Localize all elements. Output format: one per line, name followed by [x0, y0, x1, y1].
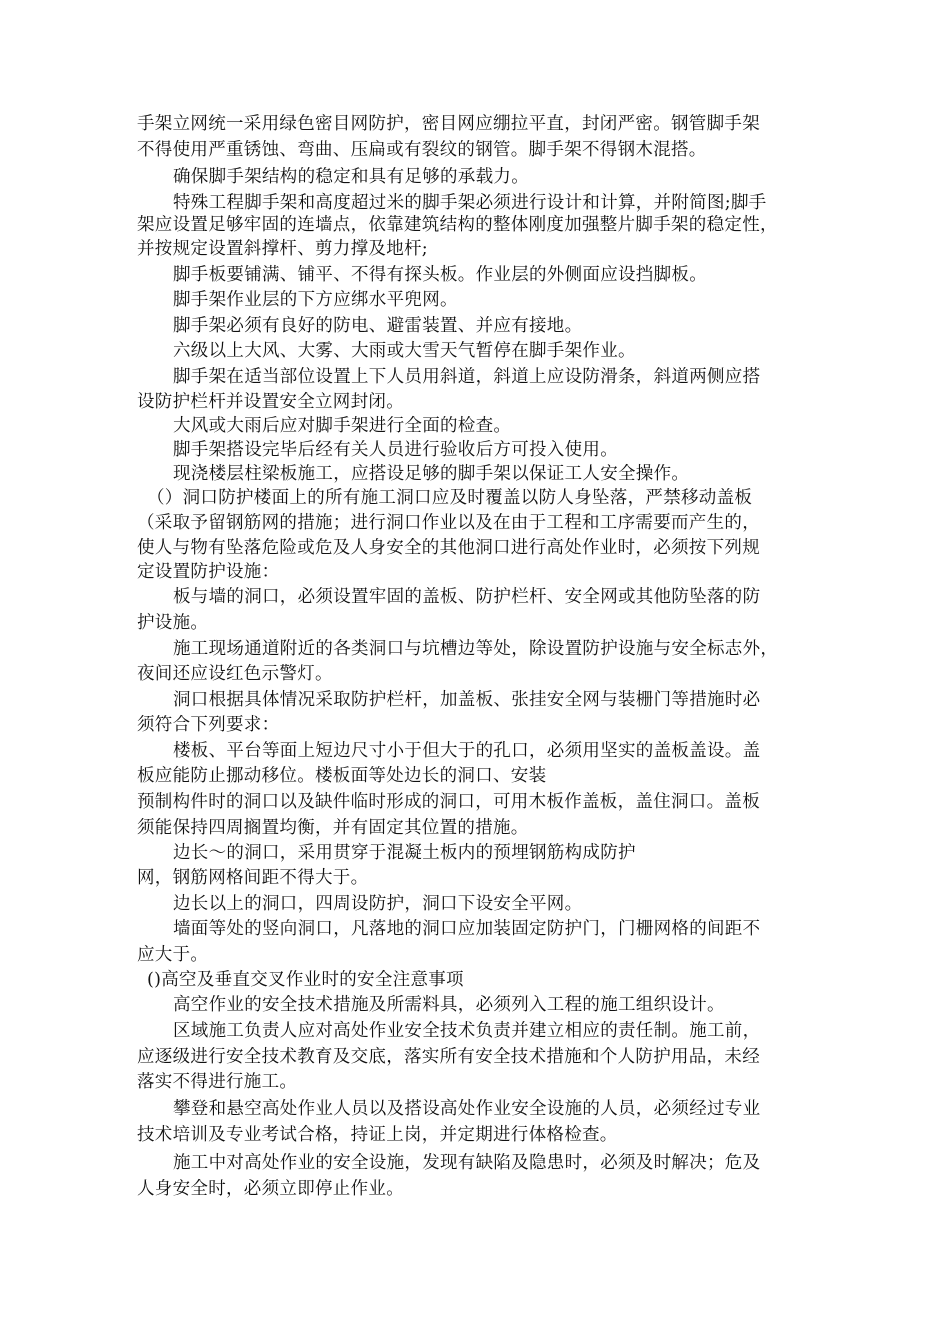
text-line-26: 楼板、平台等面上短边尺寸小于但大于的孔口，必须用坚实的盖板盖设。盖 — [173, 741, 761, 761]
text-line-22: 施工现场通道附近的各类洞口与坑槽边等处，除设置防护设施与安全标志外， — [173, 639, 779, 659]
text-line-35: ()高空及垂直交叉作业时的安全注意事项 — [147, 970, 464, 990]
text-line-16: （）洞口防护楼面上的所有施工洞口应及时覆盖以防人身坠落，严禁移动盖板 — [147, 488, 753, 508]
text-line-37: 区域施工负责人应对高处作业安全技术负责并建立相应的责任制。施工前， — [173, 1021, 761, 1041]
text-line-1: 手架立网统一采用绿色密目网防护，密目网应绷拉平直，封闭严密。钢管脚手架 — [137, 114, 760, 134]
text-line-18: 使人与物有坠落危险或危及人身安全的其他洞口进行高处作业时，必须按下列规 — [137, 538, 760, 558]
text-line-43: 人身安全时，必须立即停止作业。 — [137, 1179, 404, 1199]
text-line-11: 脚手架在适当部位设置上下人员用斜道，斜道上应设防滑条，斜道两侧应搭 — [173, 367, 761, 387]
text-line-40: 攀登和悬空高处作业人员以及搭设高处作业安全设施的人员，必须经过专业 — [173, 1099, 761, 1119]
text-line-27: 板应能防止挪动移位。楼板面等处边长的洞口、安装 — [137, 766, 547, 786]
text-line-33: 墙面等处的竖向洞口，凡落地的洞口应加装固定防护门，门栅网格的间距不 — [173, 919, 761, 939]
text-line-28: 预制构件时的洞口以及缺件临时形成的洞口，可用木板作盖板，盖住洞口。盖板 — [137, 792, 760, 812]
text-line-30: 边长〜的洞口，采用贯穿于混凝土板内的预埋钢筋构成防护 — [173, 843, 636, 863]
text-line-6: 并按规定设置斜撑杆、剪力撑及地杆; — [137, 239, 428, 259]
text-line-13: 大风或大雨后应对脚手架进行全面的检查。 — [173, 416, 512, 436]
text-line-21: 护设施。 — [137, 613, 209, 633]
text-line-4: 特殊工程脚手架和高度超过米的脚手架必须进行设计和计算，并附简图;脚手 — [173, 193, 767, 213]
text-line-39: 落实不得进行施工。 — [137, 1072, 298, 1092]
text-line-14: 脚手架搭设完毕后经有关人员进行验收后方可投入使用。 — [173, 440, 618, 460]
text-line-41: 技术培训及专业考试合格，持证上岗，并定期进行体格检查。 — [137, 1125, 618, 1145]
text-line-32: 边长以上的洞口，四周设防护，洞口下设安全平网。 — [173, 894, 583, 914]
text-line-17: （采取予留钢筋网的措施；进行洞口作业以及在由于工程和工序需要而产生的， — [137, 513, 760, 533]
text-line-36: 高空作业的安全技术措施及所需料具，必须列入工程的施工组织设计。 — [173, 995, 725, 1015]
text-line-25: 须符合下列要求： — [137, 715, 280, 735]
text-line-29: 须能保持四周搁置均衡，并有固定其位置的措施。 — [137, 818, 529, 838]
text-line-31: 网，钢筋网格间距不得大于。 — [137, 868, 369, 888]
text-line-19: 定设置防护设施： — [137, 562, 280, 582]
text-line-2: 不得使用严重锈蚀、弯曲、压扁或有裂纹的钢管。脚手架不得钢木混搭。 — [137, 140, 707, 160]
text-line-7: 脚手板要铺满、铺平、不得有探头板。作业层的外侧面应设挡脚板。 — [173, 265, 707, 285]
text-line-12: 设防护栏杆并设置安全立网封闭。 — [137, 392, 404, 412]
text-line-9: 脚手架必须有良好的防电、避雷装置、并应有接地。 — [173, 316, 583, 336]
text-line-23: 夜间还应设红色示警灯。 — [137, 664, 333, 684]
text-line-5: 架应设置足够牢固的连墙点，依靠建筑结构的整体刚度加强整片脚手架的稳定性， — [137, 215, 778, 235]
text-line-3: 确保脚手架结构的稳定和具有足够的承载力。 — [173, 167, 529, 187]
text-line-20: 板与墙的洞口，必须设置牢固的盖板、防护栏杆、安全网或其他防坠落的防 — [173, 587, 761, 607]
text-line-42: 施工中对高处作业的安全设施，发现有缺陷及隐患时，必须及时解决；危及 — [173, 1153, 761, 1173]
text-line-15: 现浇楼层柱梁板施工，应搭设足够的脚手架以保证工人安全操作。 — [173, 464, 690, 484]
text-line-8: 脚手架作业层的下方应绑水平兜网。 — [173, 290, 458, 310]
text-line-10: 六级以上大风、大雾、大雨或大雪天气暂停在脚手架作业。 — [173, 341, 636, 361]
text-line-24: 洞口根据具体情况采取防护栏杆，加盖板、张挂安全网与装栅门等措施时必 — [173, 690, 761, 710]
text-line-34: 应大于。 — [137, 945, 209, 965]
text-line-38: 应逐级进行安全技术教育及交底，落实所有安全技术措施和个人防护用品，未经 — [137, 1047, 760, 1067]
